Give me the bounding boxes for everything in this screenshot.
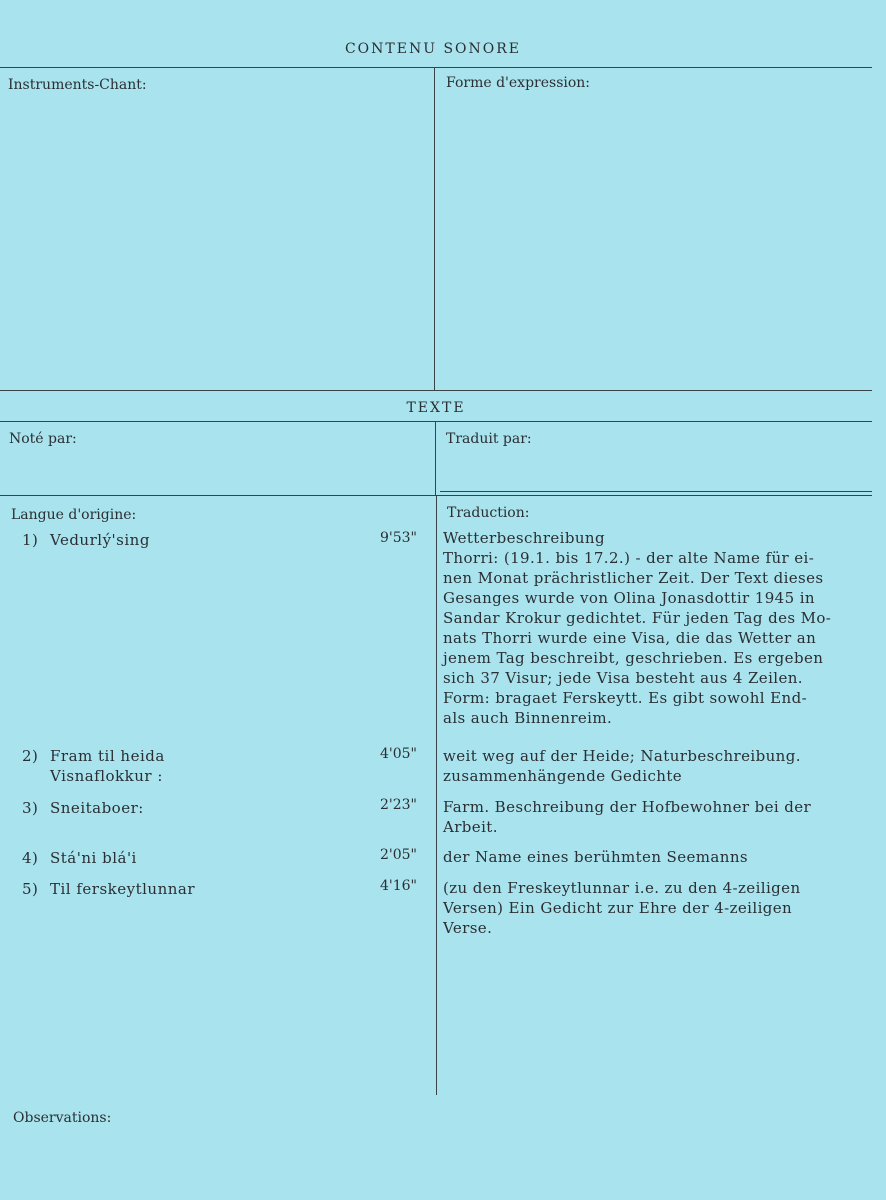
observations-label: Observations:	[13, 1110, 112, 1126]
list-item-title: Stá'ni blá'i	[50, 849, 137, 867]
list-item-number: 5)	[22, 880, 39, 898]
list-item-title: Sneitaboer:	[50, 799, 144, 817]
list-item-translation: Farm. Beschreibung der Hofbewohner bei der Arbeit.	[443, 798, 812, 836]
list-item-title: Til ferskeytlunnar	[50, 880, 196, 898]
section-title-contenu-sonore: CONTENU SONORE	[344, 41, 522, 57]
list-item-title: Fram til heida Visnaflokkur :	[50, 747, 165, 785]
column-divider	[436, 495, 437, 1095]
divider	[0, 67, 872, 68]
list-item-title: Vedurlý'sing	[50, 531, 150, 549]
forme-expression-label: Forme d'expression:	[446, 75, 591, 91]
list-item-duration: 4'05"	[379, 746, 417, 762]
list-item-duration: 4'16"	[379, 878, 417, 894]
list-item-number: 2)	[22, 747, 39, 765]
list-item-duration: 9'53"	[379, 530, 417, 546]
list-item-translation: Wetterbeschreibung Thorri: (19.1. bis 17.2.) - der alte Name für ei- nen Monat prächristlicher Zeit. Der Text dieses Gesanges wurde von Olina Jonasdottir 1945 in Sandar Krokur gedichtet. Für jeden Tag des Mo- nats Thorri wurde eine Visa, die das Wetter an jenem Tag beschreibt, geschrieben. Es ergeben sich 37 Visur; jede Visa besteht aus 4 Zeilen. Form: bragaet Ferskeytt. Es gibt sowohl End- als auch Binnenreim.	[443, 529, 832, 727]
list-item-translation: der Name eines berühmten Seemanns	[443, 848, 748, 866]
instruments-chant-label: Instruments-Chant:	[8, 77, 147, 93]
list-item-number: 4)	[22, 849, 39, 867]
divider	[440, 491, 872, 492]
divider	[0, 421, 872, 422]
list-item-duration: 2'05"	[379, 847, 417, 863]
list-item-number: 3)	[22, 799, 39, 817]
section-title-texte: TEXTE	[406, 400, 466, 416]
traduction-label: Traduction:	[447, 505, 530, 521]
list-item-translation: (zu den Freskeytlunnar i.e. zu den 4-zeiligen Versen) Ein Gedicht zur Ehre der 4-zeiligen Verse.	[443, 879, 801, 937]
note-par-label: Noté par:	[9, 431, 77, 447]
langue-origine-label: Langue d'origine:	[11, 507, 137, 523]
list-item-duration: 2'23"	[379, 797, 417, 813]
column-divider	[435, 421, 436, 495]
traduit-par-label: Traduit par:	[446, 431, 532, 447]
list-item-number: 1)	[22, 531, 39, 549]
list-item-translation: weit weg auf der Heide; Naturbeschreibung. zusammenhängende Gedichte	[443, 747, 801, 785]
divider	[0, 390, 872, 391]
column-divider	[434, 67, 435, 390]
